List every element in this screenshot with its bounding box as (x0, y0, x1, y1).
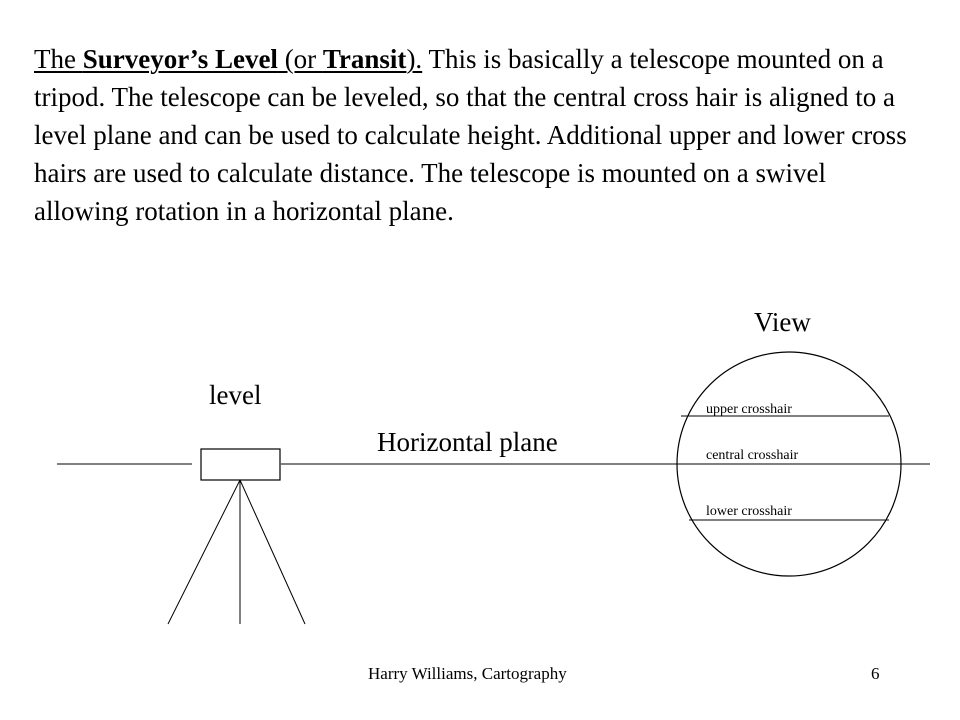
tripod-leg-right (240, 480, 305, 624)
view-label: View (754, 307, 811, 337)
level-label: level (209, 380, 262, 410)
page-number: 6 (871, 664, 880, 683)
term-surveyors-level: Surveyor’s Level (82, 44, 278, 74)
paragraph-paren-open: (or (277, 44, 323, 74)
paragraph-paren-close: ). (406, 44, 423, 74)
term-transit: Transit (322, 44, 407, 74)
paragraph-body: This is basically a telescope mounted on a tripod. The telescope can be leveled, so that the central cross hair is aligned to a level plane and can be used to calculate height. Additional upper and lower cross hairs are used to calculate distance. The telescope is mounted on a swivel allowing rotation in a horizontal plane. (34, 44, 907, 226)
horizontal-plane-label: Horizontal plane (377, 427, 558, 457)
central-crosshair-label: central crosshair (706, 448, 799, 463)
lower-crosshair-label: lower crosshair (706, 504, 792, 519)
tripod-leg-left (168, 480, 240, 624)
upper-crosshair-label: upper crosshair (706, 402, 792, 417)
footer-caption: Harry Williams, Cartography (368, 664, 567, 683)
level-instrument-box (201, 449, 280, 480)
paragraph-the: The (34, 44, 83, 74)
